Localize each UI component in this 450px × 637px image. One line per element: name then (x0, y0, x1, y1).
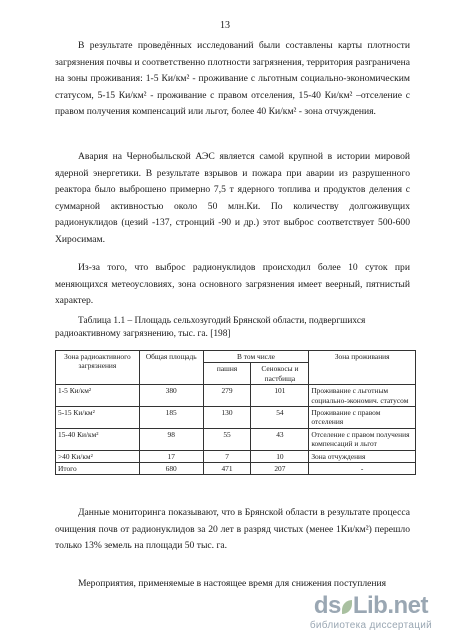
cell-living: Отселение с правом получения компенсаций и льгот (309, 428, 416, 450)
contamination-table (55, 350, 416, 475)
paragraph-monitoring: Данные мониторинга показывают, что в Брянской области в результате процесса очищения почв от радионуклидов за 20 лет в разряд чистых (менее 1Ки/км²) перешло только 13% земель на площади 50 тыс. га. (55, 507, 410, 552)
header-arable: пашня (203, 363, 251, 385)
table-row-total (56, 463, 416, 475)
watermark (310, 592, 432, 631)
cell-arable: 7 (203, 450, 251, 462)
paragraph-release: Из-за того, что выброс радионуклидов происходил более 10 суток при меняющихся метеоусловиях, зона основного загрязнения имеет веерный, пятнистый характер. (55, 262, 410, 307)
cell-arable: 55 (203, 428, 251, 450)
cell-arable: 471 (203, 463, 251, 475)
cell-zone: 15-40 Ки/км² (56, 428, 140, 450)
table-row (56, 385, 416, 407)
cell-living: Зона отчуждения (309, 450, 416, 462)
header-zone: Зона радиоактивного загрязнения (56, 351, 140, 385)
cell-hayfields: 101 (251, 385, 309, 407)
cell-zone: 1-5 Ки/км² (56, 385, 140, 407)
header-living: Зона проживания (309, 351, 416, 385)
cell-zone: Итого (56, 463, 140, 475)
cell-hayfields: 43 (251, 428, 309, 450)
table-caption: Таблица 1.1 – Площадь сельхозугодий Брянской области, подвергшихся радиоактивному загрязнению, тыс. га. [198] (55, 316, 366, 339)
cell-hayfields: 207 (251, 463, 309, 475)
watermark-subtitle: библиотека диссертаций (309, 620, 432, 631)
paragraph-chernobyl: Авария на Чернобыльской АЭС является самой крупной в истории мировой ядерной энергетики. В результате взрывов и пожара при аварии из разрушенного реактора было выброшено примерно 7,5 т ядерного топлива и продуктов деления с суммарной активностью около 50 млн.Ки. По количеству долгоживущих радионуклидов (цезий -137, стронций -90 и др.) этот выброс соответствует 500-600 Хиросимам. (55, 151, 410, 245)
table-header-row (56, 351, 416, 363)
cell-total: 17 (139, 450, 203, 462)
cell-total: 185 (139, 407, 203, 429)
watermark-logo-left: ds (313, 592, 341, 619)
paragraph-zones: В результате проведённых исследований были составлены карты плотности загрязнения почвы и соответственно плотности загрязнения, территория разграничена на зоны проживания: 1-5 Ки/км² - проживание с льготным социально-экономическим статусом, 5-15 Ки/км² - проживание с правом отселения, 15-40 Ки/км² –отселение с правом получения компенсаций или льгот, более 40 Ки/км² - зона отчуждения. (55, 40, 410, 118)
cell-living: Проживание с правом отселения (309, 407, 416, 429)
table-row (56, 428, 416, 450)
watermark-logo-right: Lib.net (352, 592, 428, 619)
header-including: В том числе (203, 351, 309, 363)
cell-living: - (309, 463, 416, 475)
header-total: Общая площадь (139, 351, 203, 385)
cell-living: Проживание с льготным социально-экономич. статусом (309, 385, 416, 407)
cell-hayfields: 10 (251, 450, 309, 462)
paragraph-measures: Мероприятия, применяемые в настоящее время для снижения поступления (78, 578, 387, 589)
cell-hayfields: 54 (251, 407, 309, 429)
cell-arable: 130 (203, 407, 251, 429)
leaf-icon (342, 600, 352, 614)
cell-arable: 279 (203, 385, 251, 407)
table-row (56, 450, 416, 462)
cell-total: 98 (139, 428, 203, 450)
watermark-logo (310, 592, 432, 620)
header-hayfields: Сенокосы и пастбища (251, 363, 309, 385)
cell-zone: 5-15 Ки/км² (56, 407, 140, 429)
cell-zone: >40 Ки/км² (56, 450, 140, 462)
table-row (56, 407, 416, 429)
cell-total: 680 (139, 463, 203, 475)
page-number: 13 (220, 20, 230, 31)
cell-total: 380 (139, 385, 203, 407)
